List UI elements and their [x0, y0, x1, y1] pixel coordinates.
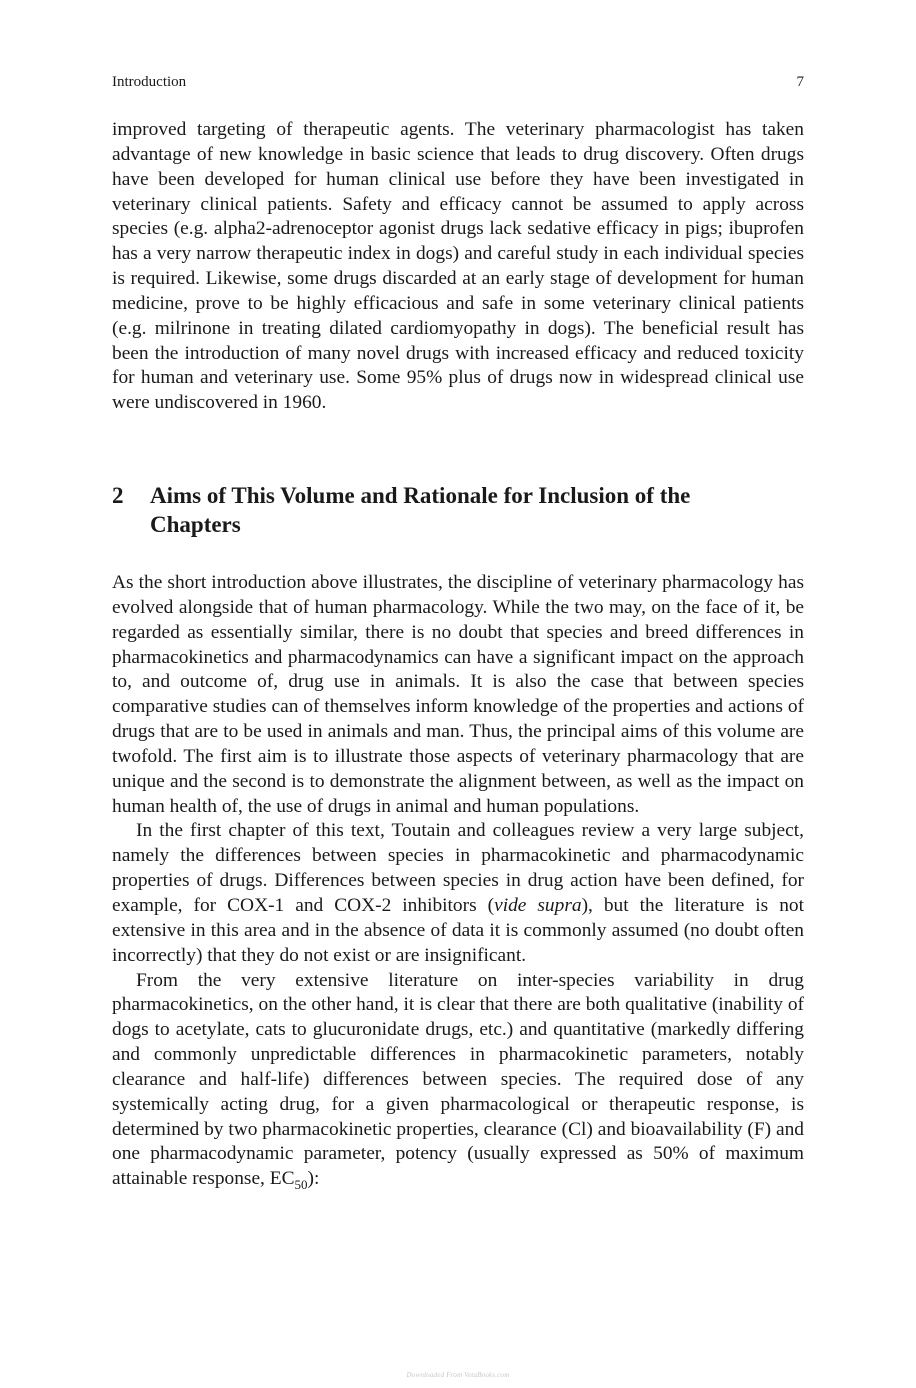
section-heading — [112, 481, 804, 539]
paragraph-3-text-a: In the first chapter of this text, Toutain and colleagues review a very large subject, namely the differences between species in pharmacokinetic and pharmacodynamic properties of drugs. Differences between species in drug action have been defined, for example, for COX-1 and COX-2 inhibitors ( — [112, 820, 804, 916]
section-number: 2 — [112, 483, 124, 508]
section-title: Aims of This Volume and Rationale for Inclusion of the Chapters — [150, 483, 691, 537]
paragraph-3-text-b: ), but the literature is not extensive in this area and in the absence of data it is commonly assumed (no doubt often incorrectly) that they do not exist or are insignificant. — [112, 894, 804, 966]
paragraph-4-tail: ): — [307, 1168, 320, 1190]
page-number: 7 — [796, 74, 804, 90]
download-watermark: Downloaded From VetaBooks.com — [406, 1371, 510, 1379]
paragraph-2: As the short introduction above illustrates, the discipline of veterinary pharmacology has evolved alongside that of human pharmacology. While the two may, on the face of it, be regarded as essentially similar, there is no doubt that species and breed differences in pharmacokinetics and pharmacodynamics can have a significant impact on the approach to, and outcome of, drug use in animals. It is also the case that between species comparative studies can of themselves inform knowledge of the properties and actions of drugs that are to be used in animals and man. Thus, the principal aims of this volume are twofold. The first aim is to illustrate those aspects of veterinary pharmacology that are unique and the second is to demonstrate the alignment between, as well as the impact on human health of, the use of drugs in animal and human populations. — [112, 572, 804, 817]
paragraph-4 — [112, 969, 804, 1193]
paragraph-3 — [112, 819, 804, 968]
paragraph-4-text: From the very extensive literature on inter-species variability in drug pharmacokinetics, on the other hand, it is clear that there are both qualitative (inability of dogs to acetylate, cats to glucuronidate drugs, etc.) and quantitative (markedly differing and commonly unpredictable differences in pharmacokinetic parameters, notably clearance and half-life) differences between species. The required dose of any systemically acting drug, for a given pharmacological or therapeutic response, is determined by two pharmacokinetic properties, clearance (Cl) and bioavailability (F) and one pharmacodynamic parameter, potency (usually expressed as 50% of maximum attainable response, EC — [112, 969, 804, 1190]
paragraph-3-italic: vide supra — [494, 894, 582, 916]
ec50-subscript: 50 — [294, 1177, 308, 1193]
paragraph-1: improved targeting of therapeutic agents. The veterinary pharmacologist has taken advantage of new knowledge in basic science that leads to drug discovery. Often drugs have been developed for human clinical use before they have been investigated in veterinary clinical patients. Safety and efficacy cannot be assumed to apply across species (e.g. alpha2-adrenoceptor agonist drugs lack sedative efficacy in pigs; ibuprofen has a very narrow therapeutic index in dogs) and careful study in each individual species is required. Likewise, some drugs discarded at an early stage of development for human medicine, prove to be highly efficacious and safe in some veterinary clinical patients (e.g. milrinone in treating dilated cardiomyopathy in dogs). The beneficial result has been the introduction of many novel drugs with increased efficacy and reduced toxicity for human and veterinary use. Some 95% plus of drugs now in widespread clinical use were undiscovered in 1960. — [112, 119, 804, 414]
intro-continuation — [112, 118, 804, 416]
section-body — [112, 571, 804, 1192]
running-head — [112, 72, 804, 92]
running-head-section: Introduction — [112, 74, 187, 90]
